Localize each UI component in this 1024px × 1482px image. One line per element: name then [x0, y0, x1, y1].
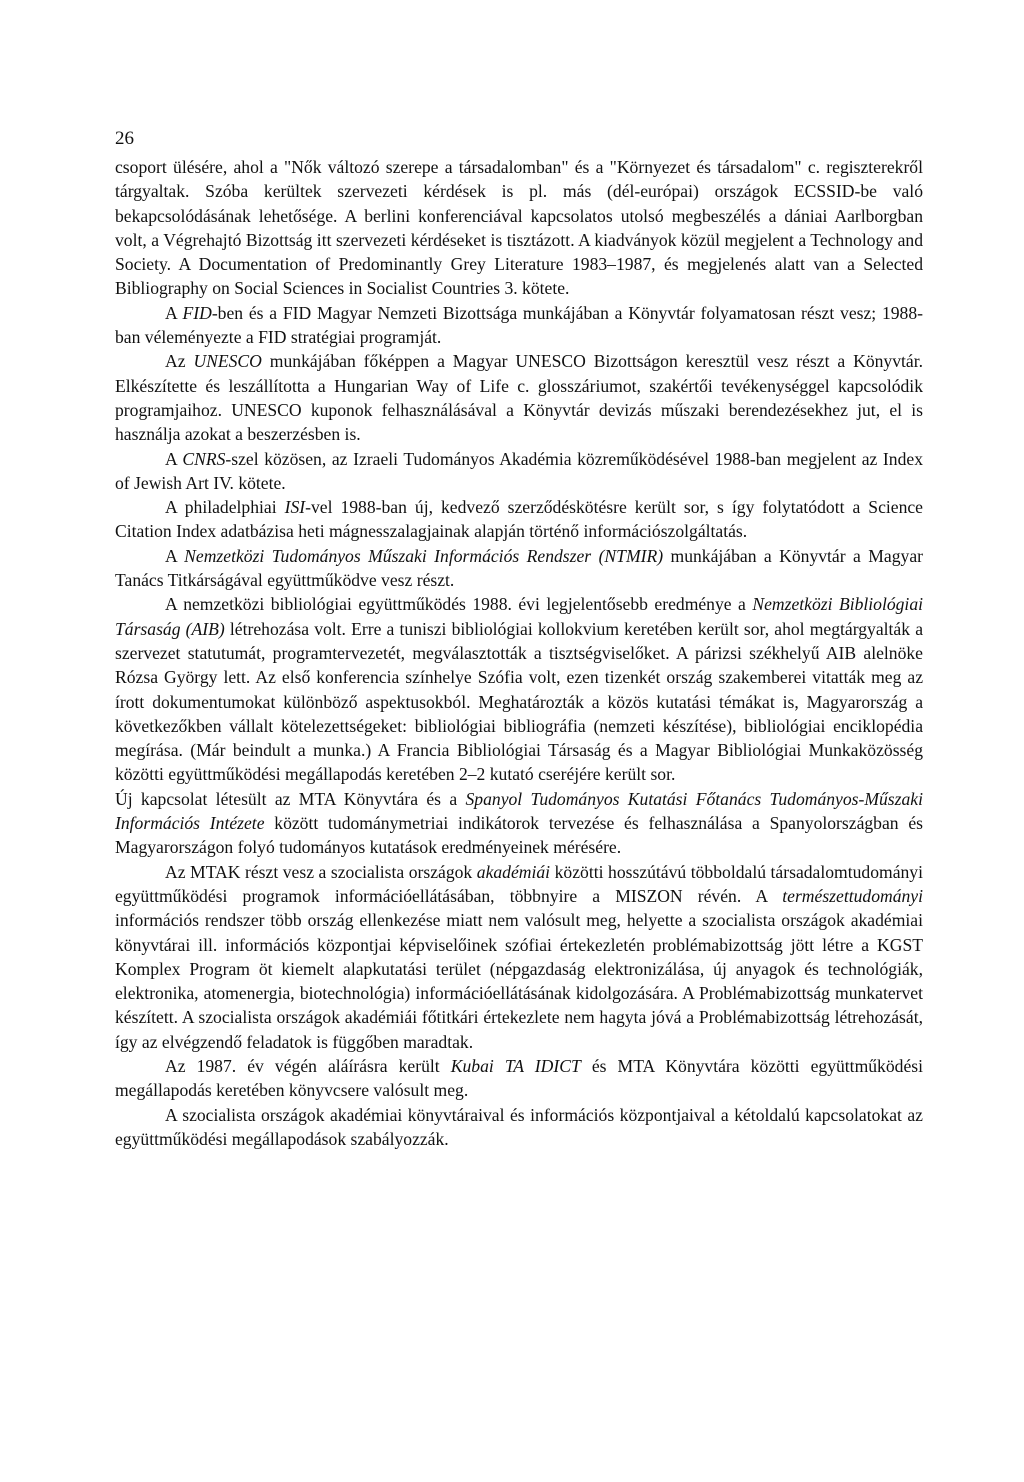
text-run: -szel közösen, az Izraeli Tudományos Akadémia közreműködésével 1988-ban megjelent az Index of Jewish Art IV. kötete. [115, 448, 923, 493]
paragraph [115, 301, 923, 350]
paragraph [115, 155, 923, 301]
italic-term: UNESCO [193, 351, 262, 372]
text-run: létrehozása volt. Erre a tuniszi bibliológiai kollokvium keretében került sor, ahol megtárgyalták a szervezet statutumát, programtervezetét, megválasztották a tisztségviselőket. A párizsi székhelyű AIB alelnöke Rózsa György lett. Az első konferencia színhelye Szófia volt, ezen tizenkét ország szakemberei vitatták meg az írott dokumentumokat különböző aspektusokból. Meghatározták a közös kutatási témákat is, Magyarország a következőkben vállalt kötelezettségeket: bibliológiai bibliográfia (nemzeti készítése), bibliológiai enciklopédia megírása. (Már beindult a munka.) A Francia Bibliológiai Társaság és a Magyar Bibliológiai Munkaközösség közötti együttműködési megállapodás keretében 2–2 kutató cseréjére került sor. [115, 618, 923, 785]
text-run: A szocialista országok akadémiai könyvtáraival és információs központjaival a kétoldalú kapcsolatokat az együttműködési megállapodások szabályozzák. [115, 1104, 923, 1149]
italic-term: ISI [284, 497, 306, 518]
text-run: Új kapcsolat létesült az MTA Könyvtára és a [115, 788, 466, 809]
italic-term: CNRS [182, 448, 226, 469]
italic-term: természettudományi [782, 885, 923, 906]
body-text [115, 155, 923, 1151]
text-run: A [165, 302, 183, 323]
text-run: A [165, 448, 183, 469]
text-run: -vel 1988-ban új, kedvező szerződéskötésre került sor, s így folytatódott a Science Citation Index adatbázisa heti mágnesszalagjainak alapján történő információszolgáltatás. [115, 497, 923, 542]
text-run: A philadelphiai [165, 497, 285, 518]
text-run: és MTA Könyvtára közötti együttműködési megállapodás keretében könyvcsere valósult meg. [115, 1055, 923, 1101]
page-number: 26 [115, 128, 134, 149]
text-run: Az MTAK részt vesz a szocialista országok [165, 861, 477, 882]
italic-term: Nemzetközi Tudományos Műszaki Információs Rendszer (NTMIR) [184, 545, 664, 566]
text-run: -ben és a FID Magyar Nemzeti Bizottsága munkájában a Könyvtár folyamatosan részt vesz; 1988-ban véleményezte a FID stratégiai programját. [115, 302, 923, 348]
paragraph [115, 544, 923, 593]
paragraph [115, 495, 923, 544]
paragraph [115, 447, 923, 496]
text-run: Az [165, 351, 194, 372]
paragraph [115, 349, 923, 446]
paragraph [115, 1103, 923, 1152]
paragraph [115, 1054, 923, 1103]
text-run: között tudománymetriai indikátorok tervezése és felhasználása a Spanyolországban és Magyarországon folyó tudományos kutatások eredményeinek mérésére. [115, 813, 923, 858]
text-run: munkájában a Könyvtár a Magyar Tanács Titkárságával együttműködve vesz részt. [115, 545, 923, 591]
paragraph [115, 592, 923, 786]
italic-term: FID [182, 302, 212, 323]
paragraph [115, 787, 923, 860]
italic-term: Nemzetközi Bibliológiai Társaság (AIB) [115, 594, 924, 639]
text-run: munkájában főképpen a Magyar UNESCO Bizottságon keresztül vesz részt a Könyvtár. Elkészítette és leszállította a Hungarian Way of Life c. glosszáriumot, szakértői tevékenységgel kapcsolódik programjaihoz. UNESCO kuponok felhasználásával a Könyvtár devizás műszaki berendezésekhez jut, el is használja azokat a beszerzésben is. [115, 351, 923, 445]
text-run: csoport ülésére, ahol a "Nők változó szerepe a társadalomban" és a "Környezet és társadalom" c. regiszterekről tárgyaltak. Szóba kerültek szervezeti kérdések is pl. más (dél-európai) országok ECSSID-be való bekapcsolódásának lehetősége. A berlini konferenciával kapcsolatos utolsó megbeszélés a dániai Aarlborgban volt, a Végrehajtó Bizottság itt szervezeti kérdéseket is tisztázott. A kiadványok közül megjelent a Technology and Society. A Documentation of Predominantly Grey Literature 1983–1987, és megjelenés alatt van a Selected Bibliography on Social Sciences in Socialist Countries 3. kötete. [115, 157, 923, 299]
text-run: A nemzetközi bibliológiai együttműködés 1988. évi legjelentősebb eredménye a [165, 594, 753, 615]
text-run: információs rendszer több ország ellenkezése miatt nem valósult meg, helyette a szocialista országok akadémiai könyvtárai ill. információs központjai képviselőinek szófiai értekezletén problémabizottság jött létre a KGST Komplex Program öt kiemelt alapkutatási terület (népgazdaság elektronizálása, új anyagok és technológiák, elektronika, atomenergia, biotechnológia) információellátásának kidolgozására. A Problémabizottság munkatervet készített. A szocialista országok akadémiái főtitkári értekezlete nem hagyta jóvá a Problémabizottság létrehozását, így az elvégzendő feladatok is függőben maradtak. [115, 910, 923, 1052]
italic-term: Spanyol Tudományos Kutatási Főtanács Tudományos-Műszaki Információs Intézete [115, 788, 923, 834]
text-run: A [165, 545, 185, 566]
text-run: közötti hosszútávú többoldalú társadalomtudományi együttműködési programok információellátásában, többnyire a MISZON révén. A [115, 861, 923, 906]
italic-term: akadémiái [476, 861, 551, 882]
paragraph [115, 860, 923, 1054]
text-run: Az 1987. év végén aláírásra került [165, 1055, 451, 1076]
italic-term: Kubai TA IDICT [450, 1055, 581, 1076]
